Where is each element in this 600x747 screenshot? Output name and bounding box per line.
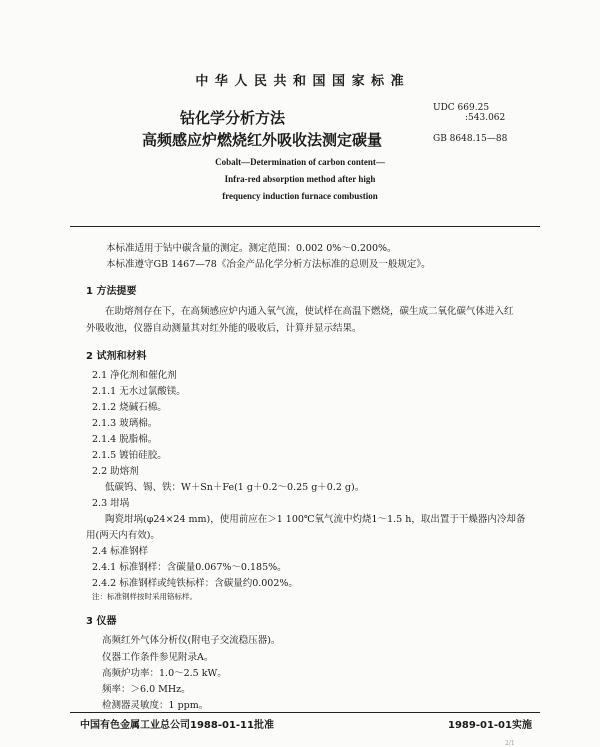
item-2-1-4: 2.1.4 脱脂棉。 <box>92 434 158 445</box>
item-2-2-text: 低碳钨、锡、铁：W＋Sn＋Fe(1 g＋0.2～0.25 g＋0.2 g)。 <box>105 482 365 493</box>
english-title-line2: Infra-red absorption method after high <box>224 174 376 184</box>
page-mark: 2/1 <box>505 740 515 747</box>
udc-code-line2: :543.062 <box>465 113 506 123</box>
section-3-item5: 检测器灵敏度：1 ppm。 <box>102 700 209 711</box>
section-1-heading: 1 方法提要 <box>86 286 137 297</box>
intro-scope: 本标准适用于钴中碳含量的测定。测定范围：0.002 0%～0.200%。 <box>106 243 397 254</box>
item-2-3: 2.3 坩埚 <box>92 498 130 509</box>
item-2-1-3: 2.1.3 玻璃棉。 <box>92 418 158 429</box>
english-title-line3: frequency induction furnace combustion <box>222 191 378 201</box>
effective-date: 1989-01-01实施 <box>448 720 532 731</box>
document-title-line1: 钴化学分析方法 <box>180 109 286 127</box>
section-1-text-line2: 外吸收池，仪器自动测量其对红外能的吸收后，计算并显示结果。 <box>86 323 362 334</box>
item-2-1-2: 2.1.2 烧碱石棉。 <box>92 402 167 413</box>
intro-compliance: 本标准遵守GB 1467—78《冶金产品化学分析方法标准的总则及一般规定》。 <box>106 259 431 270</box>
section-3-item3: 高频炉功率：1.0～2.5 kW。 <box>102 668 227 679</box>
section-1-text-line1: 在助熔剂存在下，在高频感应炉内通入氧气流，使试样在高温下燃烧，碳生成二氧化碳气体进入红 <box>105 306 514 317</box>
section-2-note: 注：标准钢样按时采用铬标样。 <box>92 592 197 601</box>
document-title-line2: 高频感应炉燃烧红外吸收法测定碳量 <box>142 131 383 149</box>
item-2-1: 2.1 净化剂和催化剂 <box>92 370 177 381</box>
approval-line: 中国有色金属工业总公司1988-01-11批准 <box>80 720 274 731</box>
section-3-item1: 高频红外气体分析仪(附电子交流稳压器)。 <box>102 635 281 646</box>
footer-divider <box>70 712 540 713</box>
gb-standard-number: GB 8648.15—88 <box>433 134 508 144</box>
header-divider <box>70 226 540 227</box>
item-2-1-1: 2.1.1 无水过氯酸镁。 <box>92 386 186 397</box>
section-2-heading: 2 试剂和材料 <box>86 351 147 362</box>
item-2-3-text-line1: 陶瓷坩埚(φ24×24 mm)，使用前应在＞1 100℃氧气流中灼烧1～1.5 h，取出置于干燥器内冷却备 <box>105 514 526 525</box>
item-2-4: 2.4 标准钢样 <box>92 546 149 557</box>
english-title-line1: Cobalt—Determination of carbon content— <box>215 157 385 167</box>
section-3-heading: 3 仪器 <box>86 616 117 627</box>
item-2-4-1: 2.4.1 标准钢样：含碳量0.067%～0.185%。 <box>92 562 287 573</box>
item-2-4-2: 2.4.2 标准钢样或纯铁标样：含碳量约0.002%。 <box>92 578 298 589</box>
item-2-1-5: 2.1.5 镀铂硅胶。 <box>92 450 167 461</box>
item-2-2: 2.2 助熔剂 <box>92 466 139 477</box>
udc-code-line1: UDC 669.25 <box>433 103 490 113</box>
section-3-item2: 仪器工作条件参见附录A。 <box>102 652 214 663</box>
standard-type-heading: 中 华 人 民 共 和 国 国 家 标 准 <box>195 74 405 89</box>
section-3-item4: 频率：＞6.0 MHz。 <box>102 684 191 695</box>
item-2-3-text-line2: 用(两天内有效)。 <box>86 530 160 541</box>
